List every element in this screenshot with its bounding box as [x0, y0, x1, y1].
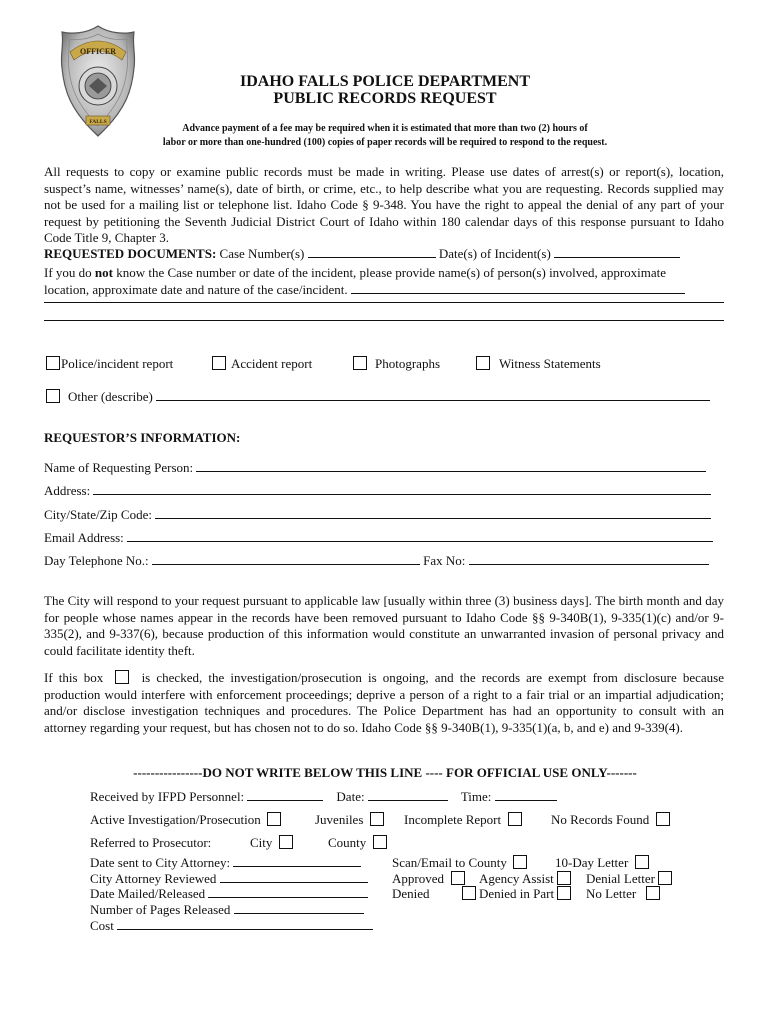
city-state-zip-label: City/State/Zip Code: — [44, 507, 152, 522]
incident-date-label: Date(s) of Incident(s) — [438, 246, 551, 261]
date-sent-field[interactable] — [233, 855, 361, 867]
svg-text:FALLS: FALLS — [89, 119, 107, 125]
photographs-option[interactable] — [353, 356, 440, 372]
received-date-field[interactable] — [368, 789, 448, 801]
fee-notice-line1: Advance payment of a fee may be required when it is estimated that more than two (2) hours of — [182, 123, 588, 134]
other-label: Other (describe) — [68, 389, 153, 404]
police-report-label: Police/incident report — [61, 356, 174, 371]
denied-checkbox[interactable] — [462, 886, 476, 900]
fax-label: Fax No: — [423, 553, 466, 568]
referred-label: Referred to Prosecutor: — [90, 835, 212, 850]
requested-documents-row — [44, 246, 680, 262]
requestor-name-row — [44, 460, 706, 476]
pages-field[interactable] — [234, 902, 364, 914]
police-badge-logo — [56, 24, 140, 138]
approved-label: Approved — [392, 871, 444, 886]
received-time-field[interactable] — [495, 789, 557, 801]
instructions-rest1: know the Case number or date of the incident, please provide name(s) of person(s) involved, approximate — [116, 265, 667, 280]
received-row — [90, 789, 557, 805]
case-description-field[interactable] — [351, 282, 685, 294]
incomplete-report-option[interactable] — [404, 812, 527, 828]
photographs-label: Photographs — [375, 356, 440, 371]
pages-label: Number of Pages Released — [90, 902, 231, 917]
accident-report-checkbox[interactable] — [212, 356, 226, 370]
denied-option[interactable] — [392, 886, 481, 902]
instructions-rest2: location, approximate date and nature of the case/incident. — [44, 282, 348, 297]
cost-field[interactable] — [117, 918, 373, 930]
received-label: Received by IFPD Personnel: — [90, 789, 245, 804]
exempt-text: is checked, the investigation/prosecution is ongoing, and the records are exempt from disclosure because production would interfere with enforcement proceedings; deprive a person of a right to a fair trial or an impartial adjudication; and/or disclose investigation techniques and procedures. The Police Department has had an opportunity to consult with an attorney regarding your request, but has chosen not to do so. Idaho Code §§ 9-340B(1), 9-335(1)(a, b, and e) and 9-339(4). — [44, 670, 725, 735]
accident-report-option[interactable] — [212, 356, 312, 372]
denied-label: Denied — [392, 886, 430, 901]
referred-county-label: County — [328, 835, 367, 850]
approved-option[interactable] — [392, 871, 470, 887]
fax-field[interactable] — [469, 553, 709, 565]
unknown-case-instructions-2 — [44, 282, 685, 298]
received-time-label: Time: — [460, 789, 492, 804]
intro-paragraph: All requests to copy or examine public records must be made in writing. Please use dates of arrest(s) or report(s), location, suspect’s name, witnesses’ name(s), date of birth, or crime, etc., to help describe what you are requesting. Records supplied may not be used for a mailing list or telephone list. Idaho Code § 9-348. You have the right to appeal the denial of any part of your request by petitioning the Seventh Judicial District Court of Idaho within 180 calendar days of this response pursuant to Idaho Code Title 9, Chapter 3. — [44, 164, 724, 246]
approved-checkbox[interactable] — [451, 871, 465, 885]
scan-email-checkbox[interactable] — [513, 855, 527, 869]
ten-day-letter-checkbox[interactable] — [635, 855, 649, 869]
referred-county-option[interactable] — [328, 835, 392, 851]
address-row — [44, 483, 711, 499]
form-title-line2: PUBLIC RECORDS REQUEST — [273, 90, 497, 107]
referred-city-checkbox[interactable] — [279, 835, 293, 849]
address-field[interactable] — [93, 483, 711, 495]
witness-statements-label: Witness Statements — [499, 356, 601, 371]
case-number-label: Case Number(s) — [219, 246, 305, 261]
received-date-label: Date: — [336, 789, 365, 804]
cost-label: Cost — [90, 918, 114, 933]
referred-city-option[interactable] — [250, 835, 298, 851]
requested-documents-heading: REQUESTED DOCUMENTS: — [44, 246, 217, 261]
police-report-option[interactable] — [46, 356, 173, 372]
active-investigation-label: Active Investigation/Prosecution — [90, 812, 261, 827]
denial-letter-label: Denial Letter — [586, 871, 655, 886]
other-checkbox[interactable] — [46, 389, 60, 403]
cost-row — [90, 918, 373, 934]
unknown-case-instructions-1 — [44, 265, 666, 281]
juveniles-checkbox[interactable] — [370, 812, 384, 826]
witness-statements-checkbox[interactable] — [476, 356, 490, 370]
other-describe-field[interactable] — [156, 389, 710, 401]
no-records-found-option[interactable] — [551, 812, 675, 828]
ten-day-letter-option[interactable] — [555, 855, 654, 871]
mailed-row — [90, 886, 368, 902]
juveniles-option[interactable] — [315, 812, 389, 828]
received-field[interactable] — [247, 789, 323, 801]
no-records-found-label: No Records Found — [551, 812, 650, 827]
description-line-1[interactable] — [44, 302, 724, 303]
agency-assist-label: Agency Assist — [479, 871, 554, 886]
scan-email-label: Scan/Email to County — [392, 855, 507, 870]
mailed-field[interactable] — [208, 886, 368, 898]
ongoing-investigation-checkbox[interactable] — [115, 670, 129, 684]
requestor-name-field[interactable] — [196, 460, 706, 472]
no-records-found-checkbox[interactable] — [656, 812, 670, 826]
phone-fax-row — [44, 553, 709, 569]
requestor-heading: REQUESTOR’S INFORMATION: — [44, 430, 241, 445]
photographs-checkbox[interactable] — [353, 356, 367, 370]
address-label: Address: — [44, 483, 91, 498]
official-use-divider: ----------------DO NOT WRITE BELOW THIS LINE ---- FOR OFFICIAL USE ONLY------- — [133, 765, 637, 780]
exempt-prefix: If this box — [44, 670, 104, 685]
incident-date-field[interactable] — [554, 246, 680, 258]
reviewed-label: City Attorney Reviewed — [90, 871, 217, 886]
denied-in-part-label: Denied in Part — [479, 886, 555, 901]
date-sent-label: Date sent to City Attorney: — [90, 855, 231, 870]
active-investigation-checkbox[interactable] — [267, 812, 281, 826]
other-option[interactable] — [46, 389, 710, 405]
reviewed-row — [90, 871, 368, 887]
incomplete-report-label: Incomplete Report — [404, 812, 502, 827]
active-investigation-option[interactable] — [90, 812, 286, 828]
instructions-prefix: If you do — [44, 265, 92, 280]
city-state-zip-field[interactable] — [155, 507, 711, 519]
pages-row — [90, 902, 364, 918]
city-state-zip-row — [44, 507, 711, 523]
ten-day-letter-label: 10-Day Letter — [555, 855, 629, 870]
requestor-name-label: Name of Requesting Person: — [44, 460, 194, 475]
witness-statements-option[interactable] — [476, 356, 601, 372]
referred-city-label: City — [250, 835, 273, 850]
day-phone-field[interactable] — [152, 553, 420, 565]
email-row — [44, 530, 713, 546]
denied-in-part-option[interactable] — [479, 886, 576, 902]
svg-text:OFFICER: OFFICER — [80, 47, 116, 56]
referred-county-checkbox[interactable] — [373, 835, 387, 849]
incomplete-report-checkbox[interactable] — [508, 812, 522, 826]
juveniles-label: Juveniles — [315, 812, 364, 827]
mailed-label: Date Mailed/Released — [90, 886, 206, 901]
denied-in-part-checkbox[interactable] — [557, 886, 571, 900]
response-paragraph: The City will respond to your request pursuant to applicable law [usually within three (3) business days]. The birth month and day for people whose names appear in the records have been removed pursuant to Idaho Code §§ 9-340B(1), 9-335(1)(c) and/or 9-335(2), and 9-337(6), because production of this information would constitute an unwarranted invasion of personal privacy and could facilitate identity theft. — [44, 593, 724, 658]
email-field[interactable] — [127, 530, 713, 542]
day-phone-label: Day Telephone No.: — [44, 553, 149, 568]
agency-assist-option[interactable] — [479, 871, 576, 887]
date-sent-row — [90, 855, 361, 871]
agency-assist-checkbox[interactable] — [557, 871, 571, 885]
accident-report-label: Accident report — [231, 356, 313, 371]
fee-notice-line2: labor or more than one-hundred (100) copies of paper records will be required to respond to the request. — [162, 137, 608, 148]
email-label: Email Address: — [44, 530, 124, 545]
scan-email-option[interactable] — [392, 855, 532, 871]
case-number-field[interactable] — [308, 246, 436, 258]
no-letter-checkbox[interactable] — [646, 886, 660, 900]
description-line-2[interactable] — [44, 320, 724, 321]
no-letter-label: No Letter — [586, 886, 637, 901]
no-letter-option[interactable] — [586, 886, 665, 902]
denial-letter-checkbox[interactable] — [658, 871, 672, 885]
police-report-checkbox[interactable] — [46, 356, 60, 370]
instructions-not: not — [94, 265, 113, 280]
reviewed-field[interactable] — [220, 871, 368, 883]
denial-letter-option[interactable] — [586, 871, 677, 887]
exempt-paragraph — [44, 670, 724, 736]
form-title-line1: IDAHO FALLS POLICE DEPARTMENT — [240, 73, 530, 90]
